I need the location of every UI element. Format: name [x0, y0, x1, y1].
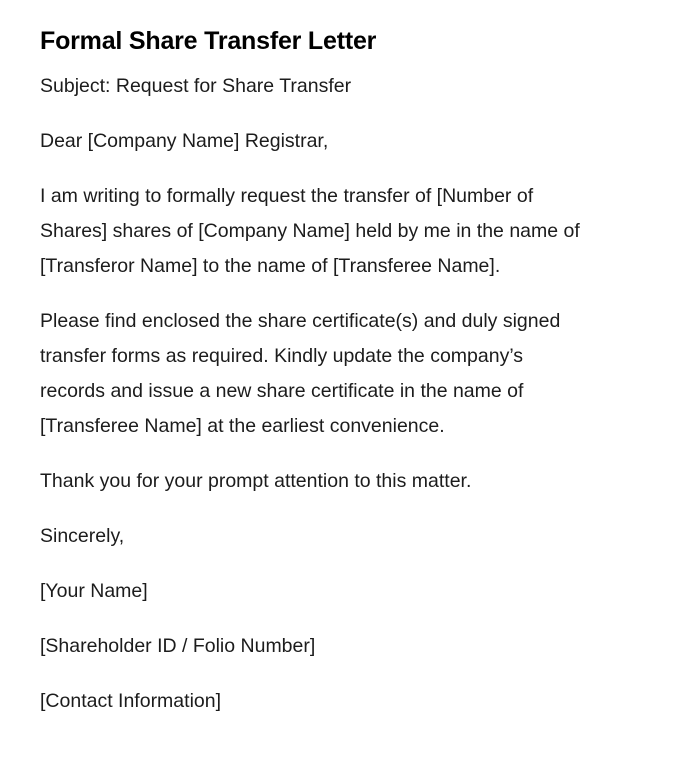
body-paragraph-1 — [40, 179, 640, 284]
letter-subject: Subject: Request for Share Transfer — [40, 75, 352, 97]
shareholder-id-placeholder: [Shareholder ID / Folio Number] — [40, 635, 316, 657]
body-paragraph-1-line: Shares] shares of [Company Name] held by me in the name of — [40, 220, 580, 242]
body-paragraph-2-line: transfer forms as required. Kindly update the company’s — [40, 345, 524, 367]
body-paragraph-1-line: I am writing to formally request the transfer of [Number of — [40, 185, 534, 207]
body-paragraph-2-line: Please find enclosed the share certificate(s) and duly signed — [40, 310, 561, 332]
body-paragraph-1-line: [Transferor Name] to the name of [Transferee Name]. — [40, 255, 501, 277]
sign-off: Sincerely, — [40, 525, 125, 547]
contact-info-placeholder: [Contact Information] — [40, 690, 222, 712]
body-paragraph-2-line: records and issue a new share certificate in the name of — [40, 380, 524, 402]
body-paragraph-2-line: [Transferee Name] at the earliest convenience. — [40, 415, 445, 437]
body-paragraph-2 — [40, 304, 640, 444]
closing-thanks: Thank you for your prompt attention to this matter. — [40, 470, 472, 492]
your-name-placeholder: [Your Name] — [40, 580, 148, 602]
letter-salutation: Dear [Company Name] Registrar, — [40, 130, 329, 152]
letter-title: Formal Share Transfer Letter — [40, 27, 377, 55]
